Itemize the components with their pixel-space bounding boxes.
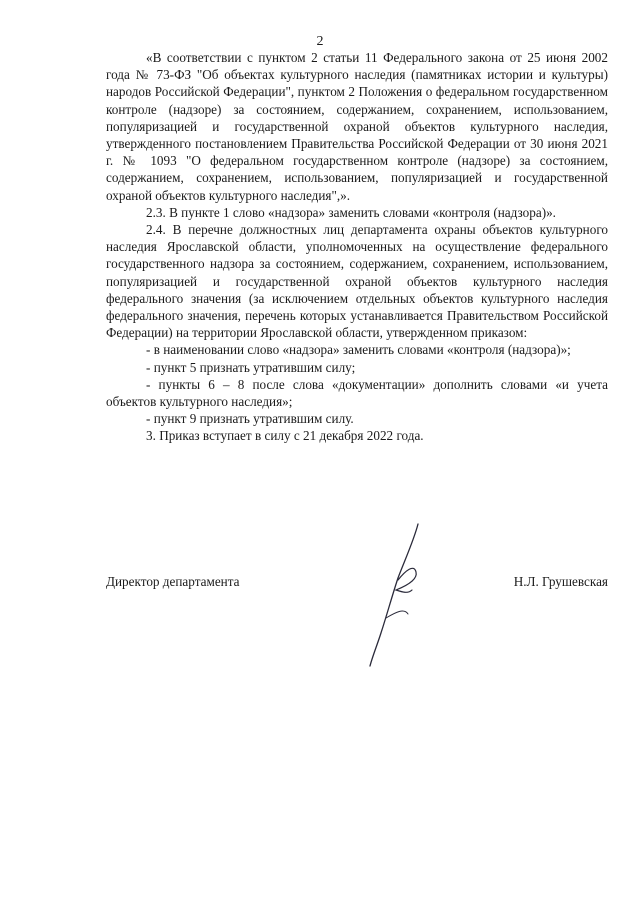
page-number: 2 [316, 34, 324, 49]
list-item-name-change: - в наименовании слово «надзора» заменить словами «контроля (надзора)»; [146, 342, 571, 358]
document-body [106, 49, 608, 445]
list-item-points-6-8: - пункты 6 – 8 после слова «документации» дополнить словами «и учета объектов культурного наследия»; [106, 376, 608, 410]
list-item-point-5: - пункт 5 признать утратившим силу; [146, 359, 356, 375]
paragraph-3-effective-date: 3. Приказ вступает в силу с 21 декабря 2022 года. [146, 428, 424, 444]
paragraph-2-3: 2.3. В пункте 1 слово «надзора» заменить словами «контроля (надзора)». [146, 204, 556, 220]
handwritten-signature [350, 520, 440, 670]
paragraph-2-4: 2.4. В перечне должностных лиц департамента охраны объектов культурного наследия Ярославской области, уполномоченных на осуществление федерального государственного надзора за состоянием, содержанием, сохранением, использованием, популяризацией и государственной охраной объектов культурного наследия федерального значения (за исключением отдельных объектов культурного наследия федерального значения, перечень которых устанавливается Правительством Российской Федерации) на территории Ярославской области, утвержденном приказом: [106, 222, 608, 341]
signatory-title: Директор департамента [106, 574, 240, 589]
signatory-name: Н.Л. Грушевская [513, 574, 608, 589]
list-item-point-9: - пункт 9 признать утратившим силу. [146, 411, 354, 427]
paragraph-quote: «В соответствии с пунктом 2 статьи 11 Федерального закона от 25 июня 2002 года № 73-ФЗ "Об объектах культурного наследия (памятниках истории и культуры) народов Российской Федерации", пунктом 2 Положения о федеральном государственном контроле (надзоре) за состоянием, содержанием, сохранением, использованием, популяризацией и государственной охраной объектов культурного наследия, утвержденного постановлением Правительства Российской Федерации от 30 июня 2021 г. № 1093 "О федеральном государственном контроле (надзоре) за состоянием, содержанием, сохранением, использованием, популяризацией и государственной охраной объектов культурного наследия",». [106, 50, 608, 203]
